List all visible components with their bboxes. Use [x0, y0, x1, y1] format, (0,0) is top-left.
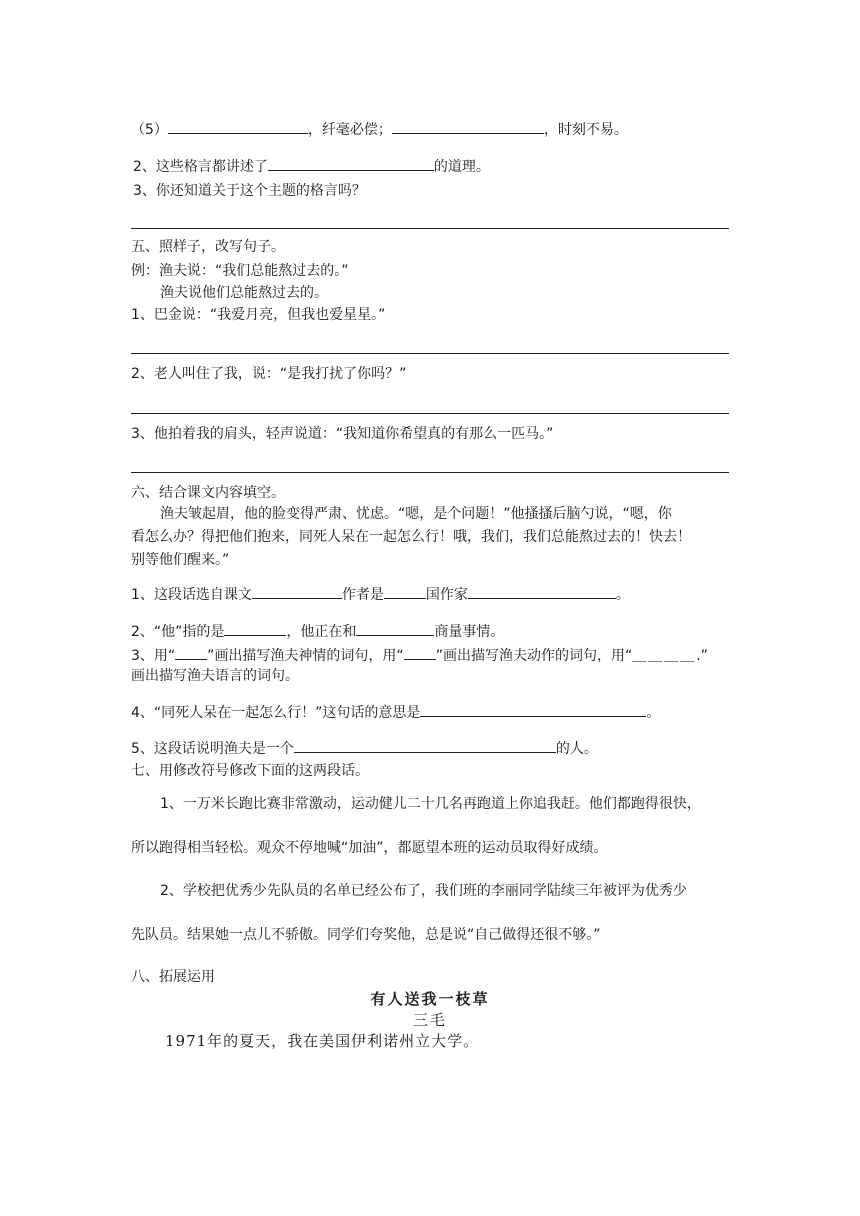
passage-line-1: 渔夫皱起眉，他的脸变得严肃、忧虑。“嗯，是个问题！”他搔搔后脑勺说，“嗯，你 [160, 506, 672, 522]
s5-question-1: 1、巴金说：“我爱月亮，但我也爱星星。” [131, 307, 386, 323]
revise-paragraph-1-line-2: 所以跑得相当轻松。观众不停地喊“加油”，都愿望本班的运动员取得好成绩。 [131, 840, 608, 856]
section-5-heading: 五、照样子，改写句子。 [131, 239, 285, 255]
s6-question-2: 2、“他”指的是 ，他正在和 商量事情。 [131, 620, 504, 642]
section-8-heading: 八、拓展运用 [131, 969, 215, 985]
section-7-heading: 七、用修改符号修改下面的这两段话。 [131, 763, 369, 779]
blank[interactable] [175, 644, 207, 660]
revise-paragraph-2-line-2: 先队员。结果她一点儿不骄傲。同学们夸奖他，总是说“自己做得还很不够。” [131, 927, 601, 943]
blank[interactable] [404, 644, 436, 660]
s6-question-1: 1、这段话选自课文 作者是 国作家 。 [131, 583, 630, 605]
q4-question-2: 2、这些格言都讲述了 的道理。 [133, 155, 490, 177]
q4-question-3: 3、你还知道关于这个主题的格言吗？ [133, 183, 366, 199]
answer-line[interactable] [131, 472, 729, 473]
example-line-2: 渔夫说他们总能熬过去的。 [160, 285, 328, 301]
s6-question-3: 3、用“ ”画出描写渔夫神情的词句，用“ ”画出描写渔夫动作的词句，用“＿＿＿＿.” [131, 644, 708, 666]
blank[interactable] [168, 118, 308, 134]
blank[interactable] [392, 118, 544, 134]
article-first-line: 1971年的夏天，我在美国伊利诺州立大学。 [165, 1032, 480, 1050]
q4-item5: （5） ，纤毫必偿； ，时刻不易。 [131, 118, 628, 140]
blank[interactable] [294, 737, 556, 753]
answer-line[interactable] [131, 228, 729, 229]
s6-question-4: 4、“同死人呆在一起怎么行！”这句话的意思是 。 [131, 701, 660, 723]
blank[interactable] [224, 620, 286, 636]
article-title: 有人送我一枝草 [370, 990, 490, 1008]
s5-question-3: 3、他拍着我的肩头，轻声说道：“我知道你希望真的有那么一匹马。” [131, 426, 554, 442]
blank[interactable] [356, 620, 434, 636]
blank[interactable] [384, 583, 426, 599]
passage-line-2: 看怎么办？得把他们抱来，同死人呆在一起怎么行！哦，我们，我们总能熬过去的！快去！ [131, 529, 691, 545]
article-author: 三毛 [412, 1011, 447, 1029]
s6-question-5: 5、这段话说明渔夫是一个 的人。 [131, 737, 598, 759]
blank[interactable] [252, 583, 342, 599]
section-6-heading: 六、结合课文内容填空。 [131, 485, 285, 501]
s5-question-2: 2、老人叫住了我，说：“是我打扰了你吗？” [131, 366, 407, 382]
passage-line-3: 别等他们醒来。” [131, 552, 230, 568]
blank[interactable] [268, 155, 434, 171]
revise-paragraph-1-line-1: 1、一万米长跑比赛非常激动，运动健儿二十几名再跑道上你追我赶。他们都跑得很快， [160, 796, 701, 812]
answer-line[interactable] [131, 353, 729, 354]
revise-paragraph-2-line-1: 2、学校把优秀少先队员的名单已经公布了，我们班的李丽同学陆续三年被评为优秀少 [160, 883, 687, 899]
s6-question-3-line-2: 画出描写渔夫语言的词句。 [131, 668, 299, 684]
example-line-1: 例：渔夫说：“我们总能熬过去的。” [131, 263, 349, 279]
blank[interactable] [468, 583, 616, 599]
blank[interactable] [420, 701, 646, 717]
answer-line[interactable] [131, 413, 729, 414]
